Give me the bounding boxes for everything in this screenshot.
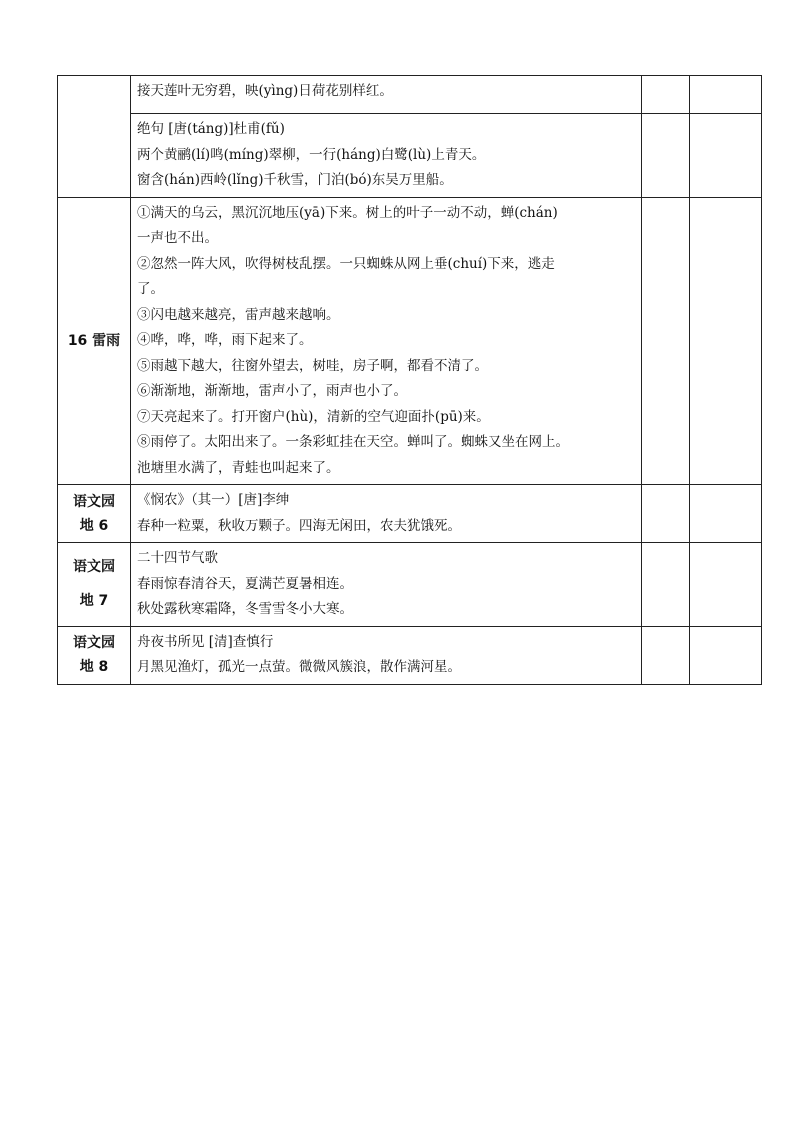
lesson-label-cell <box>58 76 131 198</box>
check-cell <box>642 543 690 627</box>
content-cell <box>131 626 642 684</box>
content-cell <box>131 485 642 543</box>
lesson-label-line: 语文园 <box>73 635 115 651</box>
table-row <box>58 543 762 627</box>
text-line: ④哗，哗，哗，雨下起来了。 <box>137 332 313 348</box>
check-cell <box>642 626 690 684</box>
text-line: ⑥渐渐地，渐渐地，雷声小了，雨声也小了。 <box>137 383 407 399</box>
check-cell <box>690 485 762 543</box>
table-row <box>58 197 762 485</box>
lesson-label-line: 语文园 <box>73 559 115 576</box>
table-row <box>58 626 762 684</box>
text-line: ①满天的乌云，黑沉沉地压(yā)下来。树上的叶子一动不动，蝉(chán) <box>137 204 558 221</box>
lesson-label-cell <box>58 485 131 543</box>
check-cell <box>690 76 762 114</box>
text-line: 两个黄鹂(lí)鸣(míng)翠柳，一行(háng)白鹭(lù)上青天。 <box>137 146 486 163</box>
lesson-label-cell <box>58 626 131 684</box>
table-row <box>58 114 762 198</box>
content-cell <box>131 114 642 198</box>
check-cell <box>690 114 762 198</box>
text-line: ②忽然一阵大风，吹得树枝乱摆。一只蜘蛛从网上垂(chuí)下来，逃走 <box>137 255 555 272</box>
poem-title: 《悯农》（其一）[唐]李绅 <box>137 492 290 508</box>
text-line: 池塘里水满了，青蛙也叫起来了。 <box>137 459 340 476</box>
check-cell <box>642 197 690 485</box>
text-line: 春种一粒粟，秋收万颗子。四海无闲田，农夫犹饿死。 <box>137 517 461 534</box>
recitation-table <box>57 75 762 685</box>
text-line: ⑧雨停了。太阳出来了。一条彩虹挂在天空。蝉叫了。蜘蛛又坐在网上。 <box>137 434 569 450</box>
check-cell <box>690 543 762 627</box>
text-line: 月黑见渔灯，孤光一点萤。微微风簇浪，散作满河星。 <box>137 659 461 675</box>
text-line: 窗含(hán)西岭(lǐng)千秋雪，门泊(bó)东吴万里船。 <box>137 172 453 188</box>
lesson-label-cell <box>58 543 131 627</box>
lesson-label-line: 地 8 <box>79 659 109 675</box>
check-cell <box>642 485 690 543</box>
lesson-label-line: 地 7 <box>79 593 109 610</box>
check-cell <box>690 197 762 485</box>
text-line: 秋处露秋寒霜降，冬雪雪冬小大寒。 <box>137 601 353 617</box>
content-cell <box>131 543 642 627</box>
text-line: 春雨惊春清谷天，夏满芒夏暑相连。 <box>137 575 353 592</box>
text-line: ⑦天亮起来了。打开窗户(hù)，清新的空气迎面扑(pū)来。 <box>137 408 490 425</box>
content-cell <box>131 197 642 485</box>
table-row <box>58 76 762 114</box>
text-line: 接天莲叶无穷碧，映(yìng)日荷花别样红。 <box>137 83 393 99</box>
text-line: 了。 <box>137 281 164 297</box>
lesson-label: 16 雷雨 <box>58 197 131 485</box>
poem-title: 绝句 [唐(táng)]杜甫(fǔ) <box>137 121 285 137</box>
text-line: 一声也不出。 <box>137 230 218 246</box>
text-line: ⑤雨越下越大，往窗外望去，树哇，房子啊，都看不清了。 <box>137 357 488 374</box>
check-cell <box>642 114 690 198</box>
text-line: ③闪电越来越亮，雷声越来越响。 <box>137 306 340 323</box>
lesson-label-line: 地 6 <box>79 517 109 534</box>
poem-title: 舟夜书所见 [清]查慎行 <box>137 633 274 650</box>
table-row <box>58 485 762 543</box>
content-cell <box>131 76 642 114</box>
check-cell <box>690 626 762 684</box>
poem-title: 二十四节气歌 <box>137 550 218 566</box>
lesson-label-line: 语文园 <box>73 493 115 510</box>
check-cell <box>642 76 690 114</box>
